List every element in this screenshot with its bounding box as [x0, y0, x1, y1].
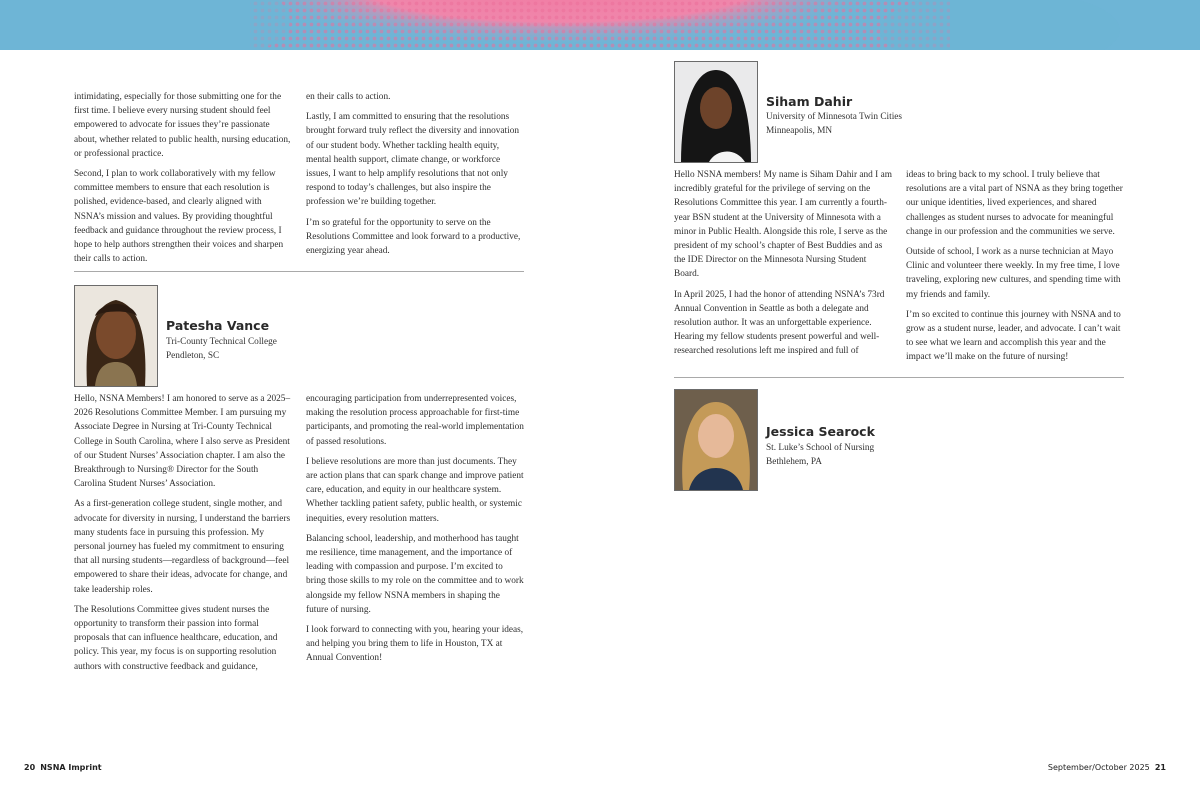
- section-divider: [74, 271, 524, 272]
- halftone-pattern: [0, 0, 1200, 50]
- right-page-footer: [1048, 763, 1166, 772]
- portrait-photo-siham-dahir: [674, 61, 758, 163]
- patesha-bio-col2: [306, 392, 524, 672]
- paragraph: In April 2025, I had the honor of attending NSNA’s 73rd Annual Convention in Seattle as both a delegate and resolution author. It was an unforgettable experience. Hearing my fellow students present powerful and well-researched resolutions left me inspired and full of: [674, 289, 885, 357]
- section-divider: [674, 377, 1124, 378]
- paragraph: I’m so grateful for the opportunity to serve on the Resolutions Committee and look forward to a productive, energizing year ahead.: [306, 217, 521, 257]
- paragraph: en their calls to action.: [306, 92, 391, 102]
- profile-name: Patesha Vance: [166, 318, 270, 333]
- issue-date: September/October 2025: [1047, 763, 1150, 772]
- paragraph: Hello, NSNA Members! I am honored to serve as a 2025–2026 Resolutions Committee Member. I am pursuing my Associate Degree in Nursing at Tri-County Technical College in South Carolina, where I also serve as President of our Student Nurses’ Association chapter. I am also the Breakthrough to Nursing® Director for the South Carolina Student Nurses’ Association.: [74, 394, 291, 490]
- siham-bio-col1: [674, 168, 892, 365]
- left-page-footer: [24, 763, 102, 772]
- profile-location: Bethlehem, PA: [766, 457, 822, 467]
- profile-school: University of Minnesota Twin Cities: [766, 112, 903, 122]
- portrait-photo-jessica-searock: [674, 389, 758, 491]
- profile-name: Siham Dahir: [766, 94, 853, 109]
- page-number: 20: [24, 763, 36, 772]
- paragraph: The Resolutions Committee gives student nurses the opportunity to transform their passion into formal proposals that can influence healthcare, education, and policy. This year, my focus is on supporting resolution authors with constructive feedback and guidance,: [74, 604, 278, 672]
- paragraph: intimidating, especially for those submitting one for the first time. I believe every nursing student should feel empowered to advocate for issues they’re passionate about, whether related to public health, nursing education, or professional practice.: [74, 92, 291, 159]
- top-banner: [0, 0, 1200, 50]
- left-continuation-col2: [306, 90, 524, 264]
- portrait-photo-patesha-vance: [74, 285, 158, 387]
- page-number: 21: [1154, 763, 1166, 772]
- paragraph: Balancing school, leadership, and motherhood has taught me resilience, time management, and the importance of leading with compassion and purpose. I’m excited to bring those skills to my role on the committee and to work alongside my fellow NSNA members in shaping the future of nursing.: [306, 533, 524, 615]
- left-continuation-col1: [74, 90, 292, 272]
- paragraph: Outside of school, I work as a nurse technician at Mayo Clinic and volunteer there weekly. In my free time, I love traveling, exploring new cultures, and spending time with my friends and family.: [906, 247, 1121, 300]
- siham-bio-col2: [906, 168, 1124, 371]
- patesha-bio-col1: [74, 392, 292, 680]
- paragraph: Hello NSNA members! My name is Siham Dahir and I am incredibly grateful for the privilege of serving on the Resolutions Committee this year. I am currently a fourth-year BSN student at the University of Minnesota with a minor in Public Health. Alongside this role, I serve as the president of my school’s chapter of Best Buddies and as the IDE Director on the Minnesota Nursing Student Board.: [674, 170, 892, 280]
- profile-location: Minneapolis, MN: [766, 126, 833, 136]
- paragraph: encouraging participation from underrepresented voices, making the resolution process approachable for first-time participants, and promoting the real-world implementation of passed resolutions.: [306, 394, 524, 447]
- profile-school: Tri-County Technical College: [166, 337, 277, 347]
- paragraph: ideas to bring back to my school. I truly believe that resolutions are a vital part of NSNA as they bring together our unique identities, lived experiences, and shared challenges as student nurses to advocate for meaningful change in our profession and the communities we serve.: [906, 170, 1123, 237]
- paragraph: I look forward to connecting with you, hearing your ideas, and helping you bring them to life in Houston, TX at Annual Convention!: [306, 625, 524, 664]
- profile-name: Jessica Searock: [766, 424, 875, 439]
- paragraph: As a first-generation college student, single mother, and advocate for diversity in nursing, I understand the barriers many students face in pursuing this profession. My personal journey has fueled my commitment to ensuring that all nursing students—regardless of background—feel empowered to share their ideas, advocate for change, and take leadership roles.: [74, 499, 291, 595]
- profile-location: Pendleton, SC: [166, 351, 220, 361]
- profile-school: St. Luke’s School of Nursing: [766, 443, 875, 453]
- paragraph: Lastly, I am committed to ensuring that the resolutions brought forward truly reflect the diversity and innovation of our student body. Whether tackling health equity, mental health support, climate change, or workforce issues, I want to help amplify resolutions that not only respond to today’s challenges, but also inspire the profession we’re building together.: [306, 112, 519, 208]
- publication-title: NSNA Imprint: [40, 763, 102, 772]
- paragraph: I believe resolutions are more than just documents. They are action plans that can spark change and improve patient care, education, and equity in our healthcare system. Whether tackling patient safety, public health, or systemic inequities, every resolution matters.: [306, 456, 524, 524]
- paragraph: Second, I plan to work collaboratively with my fellow committee members to ensure that each resolution is polished, evidence-based, and clearly aligned with NSNA’s mission and values. By providing thoughtful feedback and guidance throughout the review process, I hope to help authors strengthen their voices and sharpen their calls to action.: [74, 169, 284, 265]
- paragraph: I’m so excited to continue this journey with NSNA and to grow as a student nurse, leader, and advocate. I can’t wait to see what we learn and accomplish this year and the impact we’ll make on the future of nursing!: [906, 309, 1121, 363]
